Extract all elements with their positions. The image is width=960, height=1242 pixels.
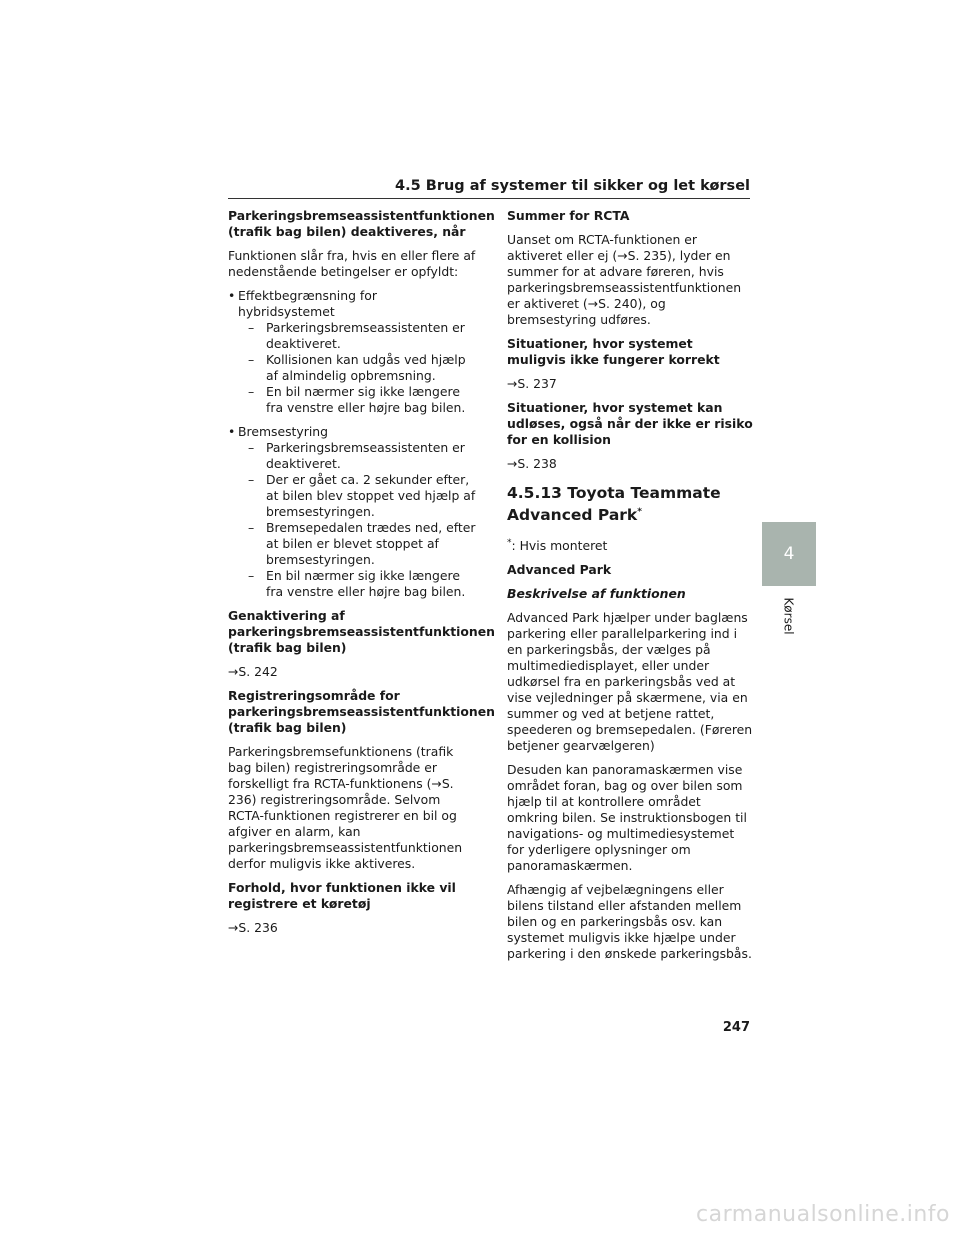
paragraph-panorama: Desuden kan panoramaskærmen vise området foran, bag og over bilen som hjælp til at kontrollere området omkring bilen. Se instruktionsbogen til navigations- og multimediesystemet for yderligere oplysninger om panoramaskærmen. <box>507 762 747 874</box>
watermark: carmanualsonline.info <box>696 1202 950 1227</box>
paragraph-limitations: Afhængig af vejbelægningens eller bilens tilstand eller afstanden mellem bilen og en parkeringsbås osv. kan systemet muligvis ikke hjælpe under parkering i den ønskede parkeringsbås. <box>507 882 752 962</box>
paragraph-rcta-buzzer: Uanset om RCTA-funktionen er aktiveret eller ej (→S. 235), lyder en summer for at advare føreren, hvis parkeringsbremseassistentfunktionen er aktiveret (→S. 240), og bremsestyring udføres. <box>507 232 742 327</box>
page-number: 247 <box>722 1020 750 1035</box>
footnote: *: Hvis monteret <box>507 538 608 554</box>
dash-item: – Parkeringsbremseassistenten er deaktiveret. <box>248 320 465 351</box>
heading-rcta-buzzer: Summer for RCTA <box>507 208 630 223</box>
bullet-dot: • <box>228 288 236 303</box>
heading-malfunction: Situationer, hvor systemet muligvis ikke fungerer korrekt <box>507 336 720 367</box>
dash-item: – En bil nærmer sig ikke længere fra venstre eller højre bag bilen. <box>248 384 466 415</box>
bullet-brake-control <box>228 424 476 600</box>
left-column <box>228 208 495 944</box>
bullet-label: Bremsestyring <box>238 424 328 439</box>
bullet-dot: • <box>228 424 236 439</box>
dash-item: – Parkeringsbremseassistenten er deaktiveret. <box>248 440 465 471</box>
section-title: 4.5.13 Toyota Teammate Advanced Park* <box>507 484 721 525</box>
heading-detection-area: Registreringsområde for parkeringsbremseassistentfunktionen (trafik bag bilen) <box>228 688 495 735</box>
dash-item: – En bil nærmer sig ikke længere fra venstre eller højre bag bilen. <box>248 568 466 599</box>
page-reference-link[interactable]: →S. 236 <box>228 920 278 935</box>
bullet-hybrid-limit <box>228 288 476 416</box>
dash-item: – Bremsepedalen trædes ned, efter at bilen er blevet stoppet af bremsestyringen. <box>248 520 476 567</box>
heading-reactivation: Genaktivering af parkeringsbremseassistentfunktionen (trafik bag bilen) <box>228 608 495 655</box>
heading-advanced-park: Advanced Park <box>507 562 612 578</box>
heading-false-trigger: Situationer, hvor systemet kan udløses, også når der ikke er risiko for en kollision <box>507 400 753 447</box>
heading-description: Beskrivelse af funktionen <box>507 586 686 602</box>
dash-item: – Kollisionen kan udgås ved hjælp af almindelig opbremsning. <box>248 352 466 383</box>
page-reference-link[interactable]: →S. 242 <box>228 664 278 679</box>
running-header: 4.5 Brug af systemer til sikker og let kørsel <box>228 178 750 199</box>
paragraph-description: Advanced Park hjælper under baglæns parkering eller parallelparkering ind i en parkeringsbås, der vælges på multimediedisplayet, eller under udkørsel fra en parkeringsbås ved at vise vejledninger på skærmene, via en summer og ved at betjene rattet, speederen og bremsepedalen. (Føreren betjener gearvælgeren) <box>507 610 753 754</box>
asterisk-marker: * <box>637 507 642 517</box>
page-reference-link[interactable]: →S. 238 <box>507 456 557 471</box>
bullet-label: Effektbegrænsning for hybridsystemet <box>238 288 377 319</box>
dash-item: – Der er gået ca. 2 sekunder efter, at bilen blev stoppet ved hjælp af bremsestyringen. <box>248 472 476 519</box>
heading-conditions: Forhold, hvor funktionen ikke vil registrere et køretøj <box>228 880 456 911</box>
paragraph-detection-area: Parkeringsbremsefunktionens (trafik bag bilen) registreringsområde er forskelligt fra RCTA-funktionens (→S. 236) registreringsområde. Selvom RCTA-funktionen registrerer en bil og afgiver en alarm, kan parkeringsbremseassistentfunktionen derfor muligvis ikke aktiveres. <box>228 744 463 871</box>
right-column <box>507 208 755 970</box>
chapter-number: 4 <box>783 544 795 564</box>
heading-deactivation: Parkeringsbremseassistentfunktionen (trafik bag bilen) deaktiveres, når <box>228 208 495 239</box>
chapter-label: Kørsel <box>782 597 796 635</box>
chapter-tab[interactable] <box>762 522 816 586</box>
paragraph-intro: Funktionen slår fra, hvis en eller flere af nedenstående betingelser er opfyldt: <box>228 248 476 279</box>
page-reference-link[interactable]: →S. 237 <box>507 376 557 391</box>
